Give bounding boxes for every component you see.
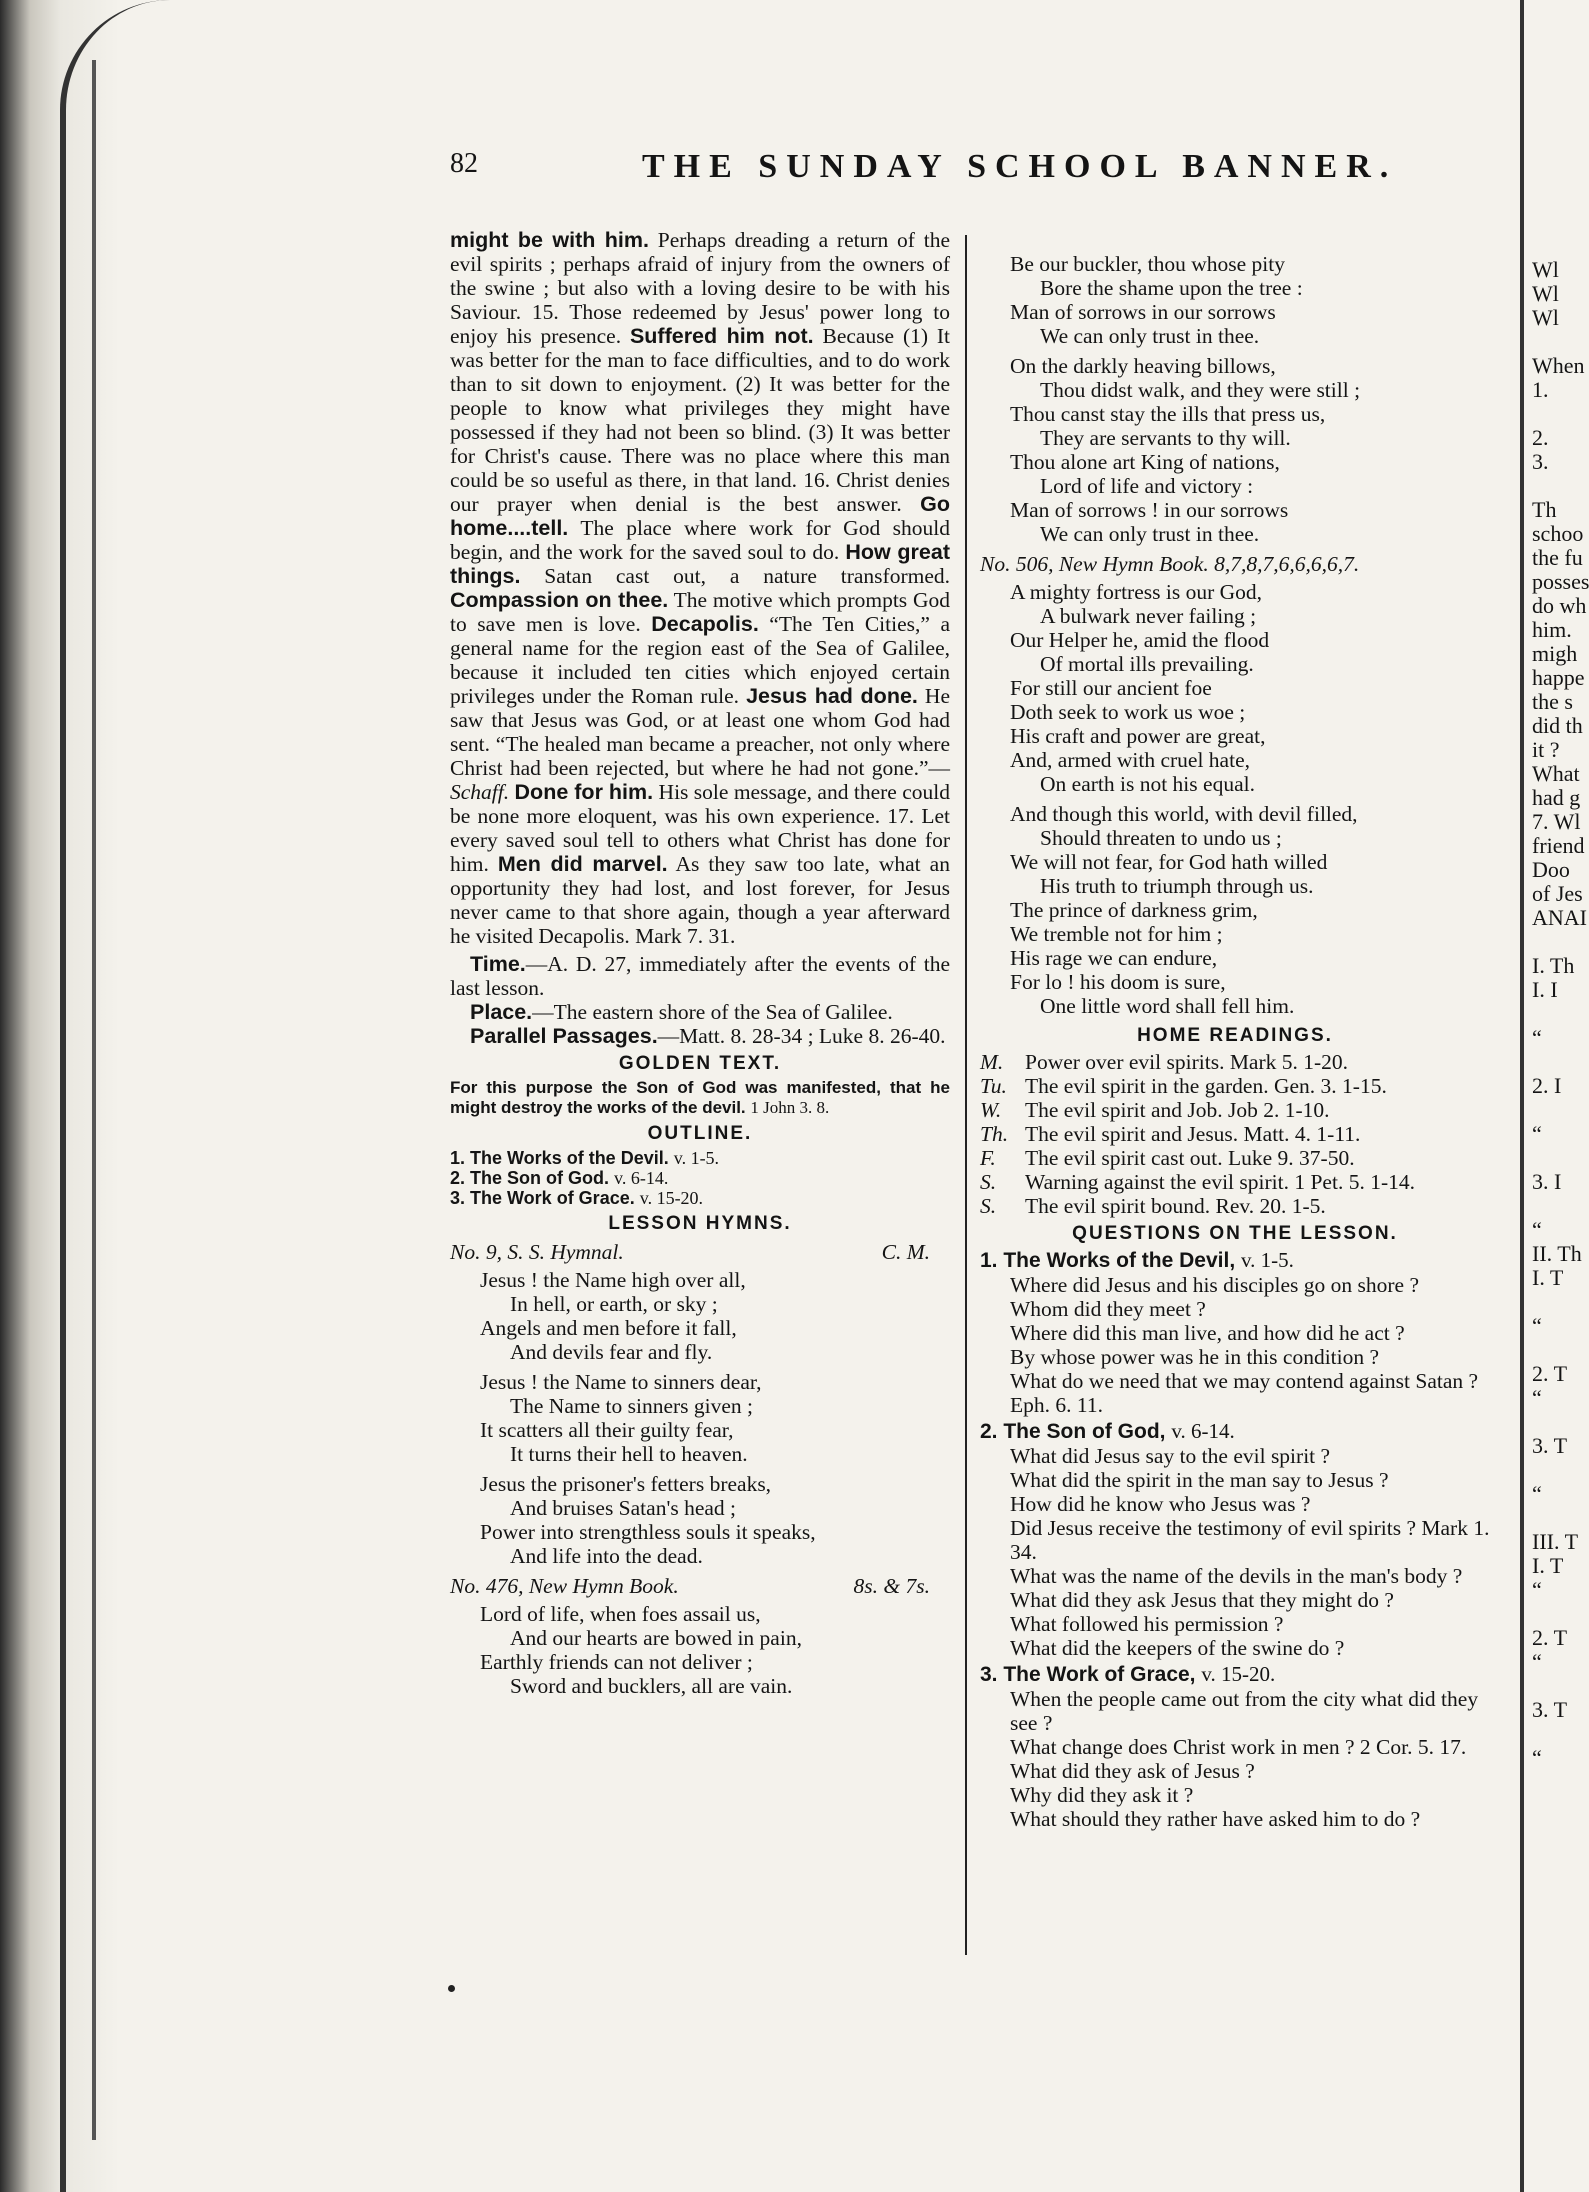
fragment-line: Wl bbox=[1532, 281, 1559, 306]
outline-item bbox=[450, 1168, 950, 1188]
outline-item bbox=[450, 1188, 950, 1208]
fragment-line: “ bbox=[1532, 1217, 1542, 1242]
commentary-text: Because (1) It was better for the man to face difficulties, and to do work than to sit down to enjoyment. (2) It was better for the people to know what privileges they might have possessed if they had not been so blind. (3) It was better for Christ's cause. There was no place where this man could be so useful as there, in that land. 16. Christ denies our prayer when denial is the best answer. bbox=[450, 324, 950, 516]
question-section-title bbox=[980, 1662, 1490, 1687]
question: When the people came out from the city what did they see ? bbox=[1010, 1687, 1479, 1735]
golden-text: For this purpose the Son of God was manifested, that he might destroy the works of the devil. 1 John 3. 8. bbox=[450, 1078, 950, 1117]
hymn-line: A mighty fortress is our God, bbox=[1010, 580, 1263, 604]
fragment-line: 3. T bbox=[1532, 1697, 1568, 1722]
hymn-line: And though this world, with devil filled, bbox=[1010, 802, 1358, 826]
hymn3-title: No. 506, New Hymn Book. 8,7,8,7,6,6,6,6,7. bbox=[980, 552, 1360, 576]
section-title: 2. The Son of God, bbox=[980, 1420, 1172, 1443]
section-ref: v. 15-20. bbox=[1201, 1662, 1276, 1686]
hymn-line: They are servants to thy will. bbox=[1040, 426, 1291, 450]
hymn-line: Jesus the prisoner's fetters breaks, bbox=[480, 1472, 772, 1496]
question: By whose power was he in this condition ? bbox=[1010, 1345, 1380, 1369]
fragment-line: it ? bbox=[1532, 737, 1560, 762]
page-header bbox=[450, 148, 1570, 198]
commentary-text: Perhaps dreading a return of the evil spirits ; perhaps afraid of injury from the owners of the swine ; but also with a loving desire to be with his Saviour. 15. Those redeemed by Jesus' power long to enjoy his presence. bbox=[450, 228, 951, 348]
commentary-text: Schaff. bbox=[450, 780, 510, 804]
fragment-line: do wh bbox=[1532, 593, 1587, 618]
fragment-line: 3. T bbox=[1532, 1433, 1568, 1458]
outline-list bbox=[450, 1148, 950, 1208]
section-title: 3. The Work of Grace, bbox=[980, 1663, 1202, 1686]
fragment-line: “ bbox=[1532, 1481, 1542, 1506]
ink-speck bbox=[448, 1985, 455, 1992]
question: What was the name of the devils in the man's body ? bbox=[1010, 1564, 1463, 1588]
question: What did they ask of Jesus ? bbox=[1010, 1759, 1255, 1783]
commentary-keyword: How great things. bbox=[450, 540, 950, 588]
fragment-line: Doo bbox=[1532, 857, 1570, 882]
outline-title: The Works of the Devil. bbox=[470, 1148, 674, 1168]
hymn-line: It turns their hell to heaven. bbox=[510, 1442, 748, 1466]
place-paragraph: Place.—The eastern shore of the Sea of Galilee. bbox=[470, 1000, 893, 1024]
hymn-line: We tremble not for him ; bbox=[1010, 922, 1223, 946]
hymn-stanza bbox=[480, 1472, 950, 1568]
fragment-line bbox=[1532, 1506, 1580, 1530]
hymn-line: Lord of life and victory : bbox=[1040, 474, 1254, 498]
hymn-line: It scatters all their guilty fear, bbox=[480, 1418, 734, 1442]
question-section-title bbox=[980, 1248, 1490, 1273]
next-page-fragments bbox=[1528, 257, 1589, 1770]
commentary-keyword: Men did marvel. bbox=[497, 852, 668, 876]
reading-text: Power over evil spirits. Mark 5. 1-20. bbox=[1025, 1050, 1349, 1074]
commentary-paragraph bbox=[450, 228, 950, 948]
reading-text: The evil spirit and Job. Job 2. 1-10. bbox=[1025, 1098, 1330, 1122]
reading-day: W. bbox=[980, 1098, 1002, 1122]
fragment-line: happe bbox=[1532, 665, 1585, 690]
section-title: 1. The Works of the Devil, bbox=[980, 1249, 1242, 1272]
reading-row bbox=[980, 1194, 1490, 1218]
fragment-line: 2. T bbox=[1532, 1625, 1568, 1650]
fragment-line: posses bbox=[1532, 569, 1589, 594]
hymn-line: For lo ! his doom is sure, bbox=[1010, 970, 1226, 994]
commentary-text: As they saw too late, what an opportunity they had lost, and lost forever, for Jesus never came to that shore again, though a year afterward he visited Decapolis. Mark 7. 31. bbox=[450, 852, 950, 948]
reading-row bbox=[980, 1146, 1490, 1170]
right-column bbox=[980, 252, 1490, 1831]
hymn-line: His craft and power are great, bbox=[1010, 724, 1266, 748]
hymn-stanza bbox=[1010, 580, 1490, 796]
hymn-line: Sword and bucklers, all are vain. bbox=[510, 1674, 793, 1698]
fragment-line bbox=[1532, 1722, 1580, 1746]
golden-text-heading: GOLDEN TEXT. bbox=[618, 1053, 782, 1074]
questions-heading: QUESTIONS ON THE LESSON. bbox=[1072, 1223, 1398, 1244]
fragment-line bbox=[1532, 1002, 1580, 1026]
hymn-line: We will not fear, for God hath willed bbox=[1010, 850, 1328, 874]
hymn-line: One little word shall fell him. bbox=[1040, 994, 1295, 1018]
fragment-line: I. T bbox=[1532, 1553, 1564, 1578]
hymn-line: For still our ancient foe bbox=[1010, 676, 1212, 700]
hymn-line: Thou alone art King of nations, bbox=[1010, 450, 1280, 474]
outline-number: 3. bbox=[450, 1188, 471, 1208]
reading-row bbox=[980, 1074, 1490, 1098]
fragment-line: the s bbox=[1532, 689, 1573, 714]
hymn-line: Thou didst walk, and they were still ; bbox=[1040, 378, 1361, 402]
fragment-line: II. Th bbox=[1532, 1241, 1582, 1266]
hymn-line: His rage we can endure, bbox=[1010, 946, 1218, 970]
hymn-line: Bore the shame upon the tree : bbox=[1040, 276, 1303, 300]
hymn-line: Man of sorrows in our sorrows bbox=[1010, 300, 1276, 324]
reading-text: Warning against the evil spirit. 1 Pet. 5. 1-14. bbox=[1025, 1170, 1415, 1194]
fragment-line: I. I bbox=[1532, 977, 1558, 1002]
commentary-keyword: Jesus had done. bbox=[746, 684, 918, 708]
hymn-line: Man of sorrows ! in our sorrows bbox=[1010, 498, 1289, 522]
fragment-line bbox=[1532, 474, 1580, 498]
fragment-line: 3. I bbox=[1532, 1169, 1562, 1194]
fragment-line: schoo bbox=[1532, 521, 1584, 546]
question: What did the spirit in the man say to Jesus ? bbox=[1010, 1468, 1389, 1492]
time-paragraph: Time.—A. D. 27, immediately after the events of the last lesson. bbox=[450, 952, 950, 1000]
commentary-keyword: might be with him. bbox=[450, 228, 649, 252]
fragment-line: “ bbox=[1532, 1649, 1542, 1674]
lesson-hymns-heading: LESSON HYMNS. bbox=[608, 1213, 792, 1234]
section-ref: v. 1-5. bbox=[1241, 1248, 1294, 1272]
commentary-text: He saw that Jesus was God, or at least one whom God had sent. “The healed man became a preacher, not only where Christ had been rejected, but where he had not gone.”— bbox=[450, 684, 950, 780]
commentary-text: The motive which prompts God to save men is love. bbox=[450, 588, 950, 636]
hymn2-stanzas-continued bbox=[980, 252, 1490, 546]
hymn-stanza bbox=[480, 1602, 950, 1698]
outline-item bbox=[450, 1148, 950, 1168]
home-readings-list bbox=[980, 1050, 1490, 1218]
fragment-line: “ bbox=[1532, 1121, 1542, 1146]
outline-number: 2. bbox=[450, 1168, 471, 1188]
hymn-line: His truth to triumph through us. bbox=[1040, 874, 1314, 898]
fragment-line bbox=[1532, 930, 1580, 954]
question: Why did they ask it ? bbox=[1010, 1783, 1194, 1807]
running-title: THE SUNDAY SCHOOL BANNER. bbox=[642, 148, 1398, 185]
hymn3-stanzas bbox=[980, 580, 1490, 1018]
fragment-line bbox=[1532, 1410, 1580, 1434]
next-page-edge bbox=[1520, 0, 1589, 2192]
outline-ref: v. 6-14. bbox=[614, 1168, 669, 1188]
commentary-keyword: Suffered him not. bbox=[629, 324, 814, 348]
hymn-stanza bbox=[1010, 354, 1490, 546]
section-ref: v. 6-14. bbox=[1171, 1419, 1235, 1443]
question: What did Jesus say to the evil spirit ? bbox=[1010, 1444, 1331, 1468]
fragment-line: “ bbox=[1532, 1577, 1542, 1602]
fragment-line: 1. bbox=[1532, 377, 1549, 402]
reading-day: S. bbox=[980, 1194, 997, 1218]
column-divider bbox=[965, 235, 967, 1955]
fragment-line bbox=[1532, 402, 1580, 426]
reading-text: The evil spirit bound. Rev. 20. 1-5. bbox=[1025, 1194, 1326, 1218]
fragment-line: “ bbox=[1532, 1025, 1542, 1050]
commentary-keyword: Done for him. bbox=[514, 780, 654, 804]
fragment-line: the fu bbox=[1532, 545, 1583, 570]
hymn-line: And our hearts are bowed in pain, bbox=[510, 1626, 802, 1650]
fragment-line: did th bbox=[1532, 713, 1583, 738]
fragment-line: friend bbox=[1532, 833, 1585, 858]
question: What should they rather have asked him to do ? bbox=[1010, 1807, 1421, 1831]
reading-text: The evil spirit and Jesus. Matt. 4. 1-11. bbox=[1025, 1122, 1361, 1146]
hymn-line: On earth is not his equal. bbox=[1040, 772, 1255, 796]
fragment-line bbox=[1532, 1674, 1580, 1698]
hymn-line: And devils fear and fly. bbox=[510, 1340, 713, 1364]
question: Did Jesus receive the testimony of evil spirits ? Mark 1. 34. bbox=[1010, 1516, 1490, 1564]
fragment-line: 2. bbox=[1532, 425, 1549, 450]
question: What followed his permission ? bbox=[1010, 1612, 1284, 1636]
page-number: 82 bbox=[450, 148, 478, 179]
hymn1-title: No. 9, S. S. Hymnal. C. M. bbox=[450, 1240, 930, 1264]
fragment-line bbox=[1532, 1338, 1580, 1362]
hymn-line: The prince of darkness grim, bbox=[1010, 898, 1258, 922]
hymn-line: Our Helper he, amid the flood bbox=[1010, 628, 1270, 652]
commentary-text: The place where work for God should begin, and the work for the saved soul to do. bbox=[450, 516, 950, 564]
question: Where did this man live, and how did he act ? bbox=[1010, 1321, 1405, 1345]
hymn-line: Doth seek to work us woe ; bbox=[1010, 700, 1246, 724]
outline-ref: v. 1-5. bbox=[673, 1148, 720, 1168]
fragment-line: “ bbox=[1532, 1313, 1542, 1338]
hymn-line: And bruises Satan's head ; bbox=[510, 1496, 737, 1520]
hymn-line: On the darkly heaving billows, bbox=[1010, 354, 1276, 378]
hymn-line: Thou canst stay the ills that press us, bbox=[1010, 402, 1326, 426]
question: What change does Christ work in men ? 2 Cor. 5. 17. bbox=[1010, 1735, 1467, 1759]
fragment-line: him. bbox=[1532, 617, 1572, 642]
hymn-line: Jesus ! the Name to sinners dear, bbox=[480, 1370, 762, 1394]
outline-number: 1. bbox=[450, 1148, 471, 1168]
fragment-line: had g bbox=[1532, 785, 1581, 810]
outline-title: The Work of Grace. bbox=[470, 1188, 640, 1208]
fragment-line bbox=[1532, 1458, 1580, 1482]
commentary-text: Satan cast out, a nature transformed. bbox=[520, 564, 950, 588]
outline-heading: OUTLINE. bbox=[647, 1123, 753, 1144]
hymn1-stanzas bbox=[450, 1268, 950, 1568]
fragment-line: III. T bbox=[1532, 1529, 1579, 1554]
fragment-line: “ bbox=[1532, 1745, 1542, 1770]
fragment-line bbox=[1532, 1194, 1580, 1218]
hymn-line: Of mortal ills prevailing. bbox=[1040, 652, 1254, 676]
reading-text: The evil spirit in the garden. Gen. 3. 1-15. bbox=[1025, 1074, 1387, 1098]
fragment-line: Wl bbox=[1532, 305, 1559, 330]
reading-row bbox=[980, 1098, 1490, 1122]
hymn-line: Lord of life, when foes assail us, bbox=[480, 1602, 761, 1626]
question: Whom did they meet ? bbox=[1010, 1297, 1206, 1321]
question: How did he know who Jesus was ? bbox=[1010, 1492, 1311, 1516]
question: What did the keepers of the swine do ? bbox=[1010, 1636, 1345, 1660]
fragment-line: 3. bbox=[1532, 449, 1549, 474]
fragment-line: 2. I bbox=[1532, 1073, 1562, 1098]
question: What do we need that we may contend against Satan ? Eph. 6. 11. bbox=[1010, 1369, 1479, 1417]
fragment-line: of Jes bbox=[1532, 881, 1583, 906]
hymn-line: Earthly friends can not deliver ; bbox=[480, 1650, 753, 1674]
fragment-line bbox=[1532, 1098, 1580, 1122]
reading-text: The evil spirit cast out. Luke 9. 37-50. bbox=[1025, 1146, 1355, 1170]
reading-day: M. bbox=[980, 1050, 1004, 1074]
questions-list bbox=[980, 1248, 1490, 1831]
question: What did they ask Jesus that they might do ? bbox=[1010, 1588, 1394, 1612]
fragment-line bbox=[1532, 1602, 1580, 1626]
fragment-line: When bbox=[1532, 353, 1585, 378]
parallel-paragraph: Parallel Passages.—Matt. 8. 28-34 ; Luke 8. 26-40. bbox=[470, 1024, 946, 1048]
reading-day: F. bbox=[980, 1146, 996, 1170]
hymn2-stanza-1-part-a bbox=[450, 1602, 950, 1698]
page-stack-line bbox=[92, 60, 96, 2140]
fragment-line: 7. Wl bbox=[1532, 809, 1581, 834]
hymn2-title: No. 476, New Hymn Book. 8s. & 7s. bbox=[450, 1574, 930, 1598]
fragment-line: What bbox=[1532, 761, 1580, 786]
hymn-line: Jesus ! the Name high over all, bbox=[480, 1268, 746, 1292]
fragment-line: I. Th bbox=[1532, 953, 1575, 978]
hymn-line: In hell, or earth, or sky ; bbox=[510, 1292, 718, 1316]
fragment-line: 2. T bbox=[1532, 1361, 1568, 1386]
commentary-text: His sole message, and there could be none more eloquent, was his own experience. 17. Let every saved soul tell to others what Christ has done for him. bbox=[450, 780, 951, 876]
hymn-line: The Name to sinners given ; bbox=[510, 1394, 754, 1418]
fragment-line bbox=[1532, 1290, 1580, 1314]
commentary-keyword: Go home....tell. bbox=[450, 492, 950, 540]
hymn-line: We can only trust in thee. bbox=[1040, 324, 1260, 348]
commentary-keyword: Decapolis. bbox=[651, 612, 759, 636]
hymn-stanza bbox=[480, 1268, 950, 1364]
hymn-stanza bbox=[480, 1370, 950, 1466]
commentary-text: “The Ten Cities,” a general name for the region east of the Sea of Galilee, because it included ten cities which enjoyed certain privileges under the Roman rule. bbox=[450, 612, 950, 708]
reading-row bbox=[980, 1122, 1490, 1146]
hymn-line: Should threaten to undo us ; bbox=[1040, 826, 1282, 850]
outline-title: The Son of God. bbox=[470, 1168, 614, 1188]
left-column bbox=[450, 228, 950, 1704]
hymn-line: Be our buckler, thou whose pity bbox=[1010, 252, 1286, 276]
reading-day: S. bbox=[980, 1170, 997, 1194]
fragment-line bbox=[1532, 1146, 1580, 1170]
hymn-stanza bbox=[1010, 802, 1490, 1018]
hymn-line: Angels and men before it fall, bbox=[480, 1316, 737, 1340]
outline-ref: v. 15-20. bbox=[639, 1188, 704, 1208]
fragment-line: “ bbox=[1532, 1385, 1542, 1410]
fragment-line bbox=[1532, 330, 1580, 354]
hymn-line: A bulwark never failing ; bbox=[1040, 604, 1257, 628]
question-section-title bbox=[980, 1419, 1490, 1444]
question: Where did Jesus and his disciples go on shore ? bbox=[1010, 1273, 1420, 1297]
reading-day: Tu. bbox=[980, 1074, 1007, 1098]
fragment-line: Th bbox=[1532, 497, 1557, 522]
reading-day: Th. bbox=[980, 1122, 1009, 1146]
hymn-stanza bbox=[1010, 252, 1490, 348]
hymn-line: And, armed with cruel hate, bbox=[1010, 748, 1250, 772]
fragment-line: migh bbox=[1532, 641, 1578, 666]
fragment-line bbox=[1532, 1050, 1580, 1074]
hymn-line: And life into the dead. bbox=[510, 1544, 703, 1568]
home-readings-heading: HOME READINGS. bbox=[1137, 1025, 1333, 1046]
hymn-line: We can only trust in thee. bbox=[1040, 522, 1260, 546]
hymn-line: Power into strengthless souls it speaks, bbox=[480, 1520, 816, 1544]
reading-row bbox=[980, 1170, 1490, 1194]
fragment-line: ANAI bbox=[1532, 905, 1587, 930]
commentary-keyword: Compassion on thee. bbox=[450, 588, 669, 612]
fragment-line: I. T bbox=[1532, 1265, 1564, 1290]
fragment-line: Wl bbox=[1532, 257, 1559, 282]
reading-row bbox=[980, 1050, 1490, 1074]
